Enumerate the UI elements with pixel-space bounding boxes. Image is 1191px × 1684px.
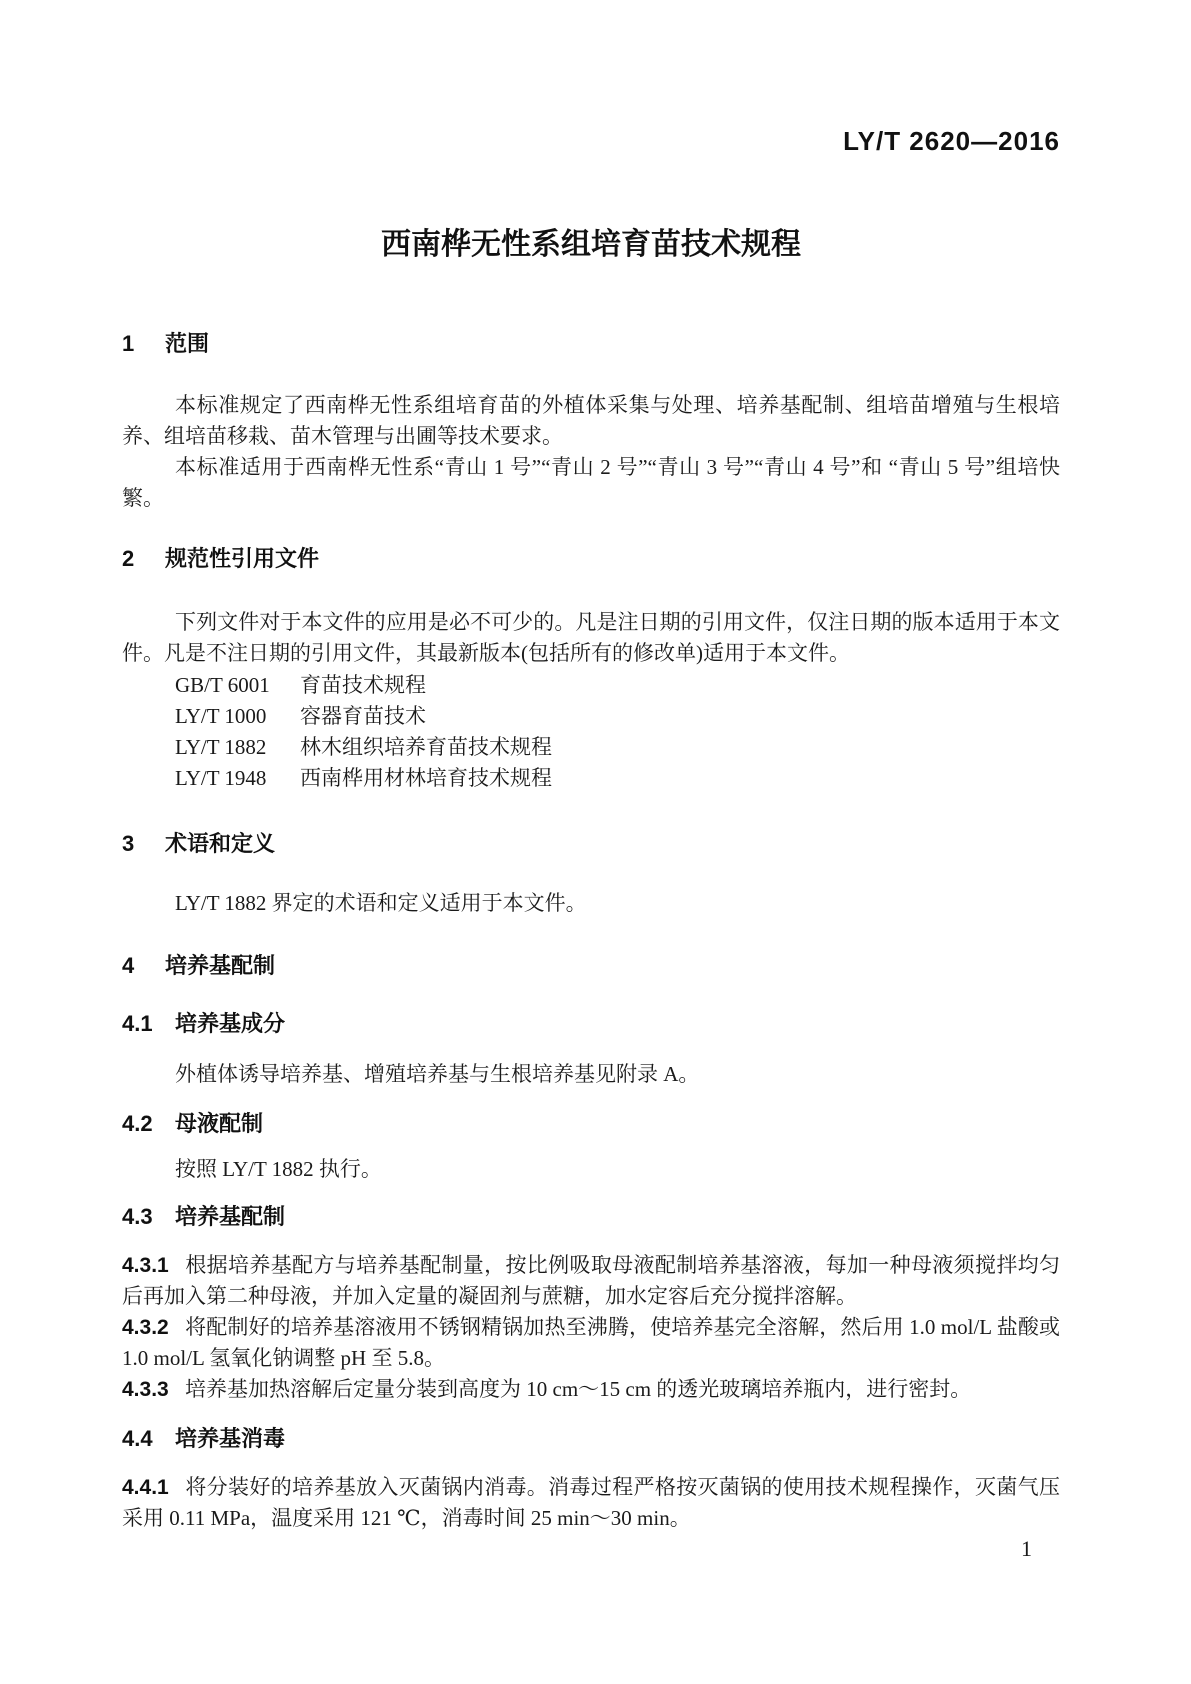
reference-list: [122, 670, 1060, 794]
reference-code: LY/T 1882: [175, 735, 267, 759]
clause-4-3-1-number: 4.3.1: [122, 1254, 169, 1277]
clause-4-3-2: [122, 1312, 1060, 1374]
clause-4-4-1-number: 4.4.1: [122, 1476, 169, 1499]
reference-title: 育苗技术规程: [300, 673, 426, 697]
reference-title: 西南桦用材林培育技术规程: [300, 766, 552, 790]
section-1-paragraph-2: 本标准适用于西南桦无性系“青山 1 号”“青山 2 号”“青山 3 号”“青山 4 号”和 “青山 5 号”组培快繁。: [122, 455, 1060, 510]
reference-title: 林木组织培养育苗技术规程: [300, 735, 552, 759]
clause-4-4-1-text: 将分装好的培养基放入灭菌锅内消毒。消毒过程严格按灭菌锅的使用技术规程操作，灭菌气压采用 0.11 MPa，温度采用 121 ℃，消毒时间 25 min～30 min。: [122, 1475, 1060, 1530]
reference-item: [122, 670, 1060, 701]
clause-4-3-3: [122, 1374, 1060, 1405]
section-1-paragraph-1: 本标准规定了西南桦无性系组培育苗的外植体采集与处理、培养基配制、组培苗增殖与生根培养、组培苗移栽、苗木管理与出圃等技术要求。: [122, 393, 1060, 448]
reference-title: 容器育苗技术: [300, 704, 426, 728]
section-4-3-heading: [122, 1205, 1060, 1229]
section-3-paragraph-1: LY/T 1882 界定的术语和定义适用于本文件。: [175, 891, 587, 915]
reference-item: [122, 701, 1060, 732]
document-title: 西南桦无性系组培育苗技术规程: [381, 228, 801, 261]
page-number: 1: [1021, 1536, 1032, 1561]
section-4-2-heading: [122, 1112, 1060, 1136]
section-4-title: 培养基配制: [165, 953, 276, 978]
section-3-title: 术语和定义: [165, 831, 276, 856]
section-4-number: 4: [122, 953, 135, 978]
clause-4-4-1: [122, 1472, 1060, 1534]
section-4-2-title: 母液配制: [175, 1111, 264, 1136]
section-4-heading: [122, 954, 1060, 978]
section-4-4-number: 4.4: [122, 1426, 153, 1451]
standard-code: LY/T 2620—2016: [843, 126, 1060, 156]
reference-item: [122, 732, 1060, 763]
clause-4-3-3-text: 培养基加热溶解后定量分装到高度为 10 cm～15 cm 的透光玻璃培养瓶内，进行密封。: [185, 1377, 972, 1401]
section-2-paragraph-1: 下列文件对于本文件的应用是必不可少的。凡是注日期的引用文件，仅注日期的版本适用于本文件。凡是不注日期的引用文件，其最新版本(包括所有的修改单)适用于本文件。: [122, 610, 1060, 665]
section-4-3-number: 4.3: [122, 1204, 153, 1229]
section-1-title: 范围: [165, 331, 210, 356]
section-4-2-number: 4.2: [122, 1111, 153, 1136]
section-1-number: 1: [122, 331, 135, 356]
section-1-heading: [122, 332, 1060, 356]
section-4-1-number: 4.1: [122, 1011, 153, 1036]
section-2-title: 规范性引用文件: [165, 546, 320, 571]
section-4-1-title: 培养基成分: [175, 1011, 286, 1036]
clause-4-3-1-text: 根据培养基配方与培养基配制量，按比例吸取母液配制培养基溶液，每加一种母液须搅拌均匀后再加入第二种母液，并加入定量的凝固剂与蔗糖，加水定容后充分搅拌溶解。: [122, 1253, 1060, 1308]
clause-4-3-3-number: 4.3.3: [122, 1378, 169, 1401]
reference-code: LY/T 1948: [175, 766, 267, 790]
section-4-4-title: 培养基消毒: [175, 1426, 286, 1451]
section-4-1-heading: [122, 1012, 1060, 1036]
clause-4-3-2-number: 4.3.2: [122, 1316, 169, 1339]
section-4-2-paragraph-1: 按照 LY/T 1882 执行。: [175, 1157, 382, 1181]
reference-code: LY/T 1000: [175, 704, 267, 728]
section-4-3-title: 培养基配制: [175, 1204, 286, 1229]
section-2-heading: [122, 547, 1060, 571]
section-3-number: 3: [122, 831, 135, 856]
section-2-number: 2: [122, 546, 135, 571]
clause-4-3-1: [122, 1250, 1060, 1312]
clause-4-3-2-text: 将配制好的培养基溶液用不锈钢精锅加热至沸腾，使培养基完全溶解，然后用 1.0 mol/L 盐酸或 1.0 mol/L 氢氧化钠调整 pH 至 5.8。: [122, 1315, 1060, 1370]
section-4-4-heading: [122, 1427, 1060, 1451]
reference-item: [122, 763, 1060, 794]
section-3-heading: [122, 832, 1060, 856]
section-4-1-paragraph-1: 外植体诱导培养基、增殖培养基与生根培养基见附录 A。: [175, 1062, 700, 1086]
reference-code: GB/T 6001: [175, 673, 270, 697]
